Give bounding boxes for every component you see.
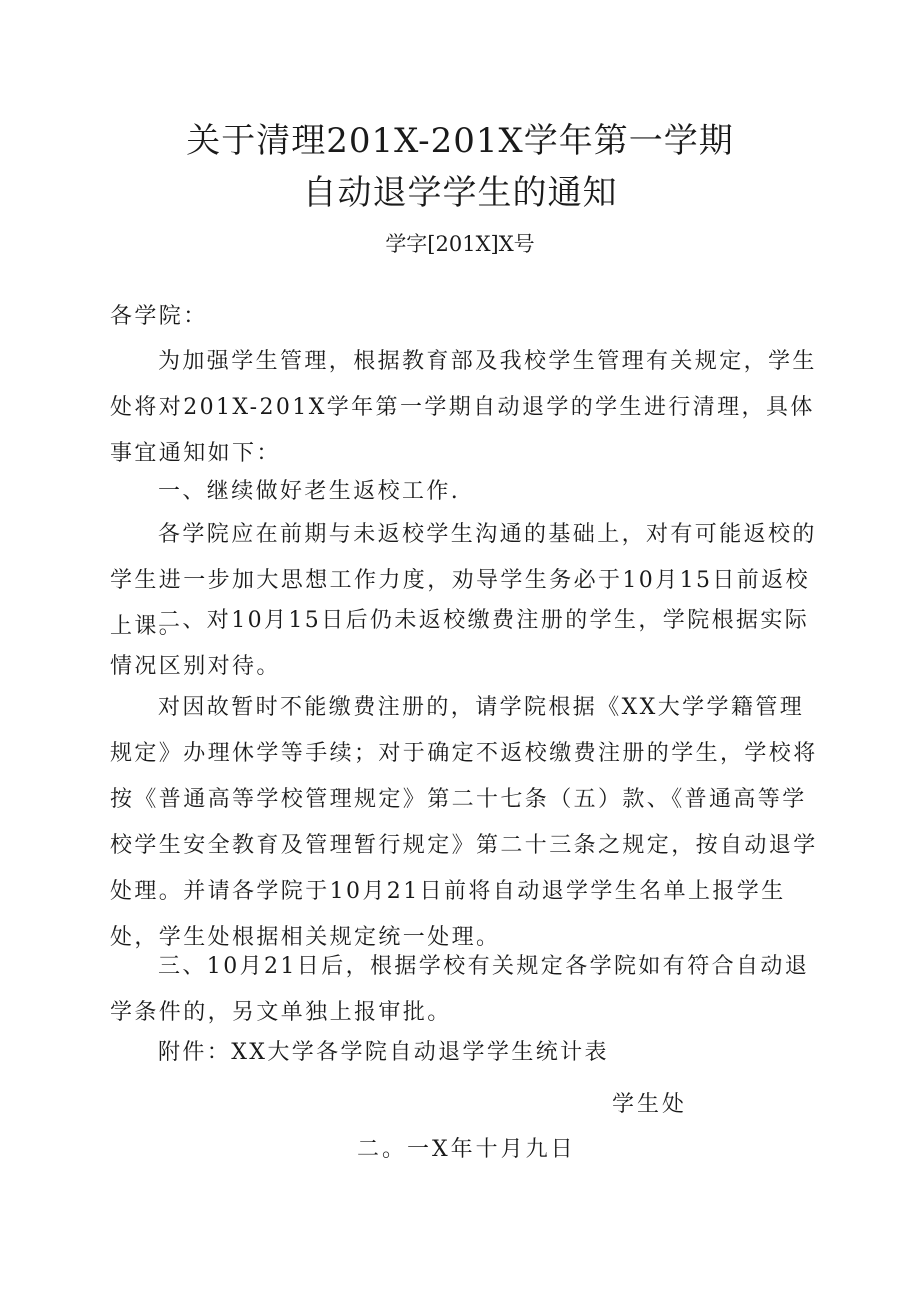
attachment-line: 附件：XX大学各学院自动退学学生统计表: [158, 1040, 609, 1065]
section-1-body: 各学院应在前期与未返校学生沟通的基础上，对有可能返校的学生进一步加大思想工作力度，劝导学生务必于10月15日前返校上课。: [110, 522, 817, 639]
issue-date: 二。一X年十月九日: [357, 1137, 576, 1162]
document-title-line-1: 关于清理201X-201X学年第一学期: [186, 121, 734, 161]
section-1-heading: 一、继续做好老生返校工作.: [158, 479, 461, 504]
document-number: 学字[201X]X号: [385, 232, 535, 256]
intro-paragraph: 为加强学生管理，根据教育部及我校学生管理有关规定，学生处将对201X-201X学年第一学期自动退学的学生进行清理，具体事宜通知如下：: [110, 349, 817, 466]
signature-issuer: 学生处: [612, 1092, 688, 1117]
salutation: 各学院：: [110, 304, 208, 329]
section-3-paragraph: 三、10月21日后，根据学校有关规定各学院如有符合自动退学条件的，另文单独上报审批。: [110, 954, 810, 1025]
document-title-line-2: 自动退学学生的通知: [302, 173, 618, 213]
section-2-heading: 二、对10月15日后仍未返校缴费注册的学生，学院根据实际情况区别对待。: [110, 608, 810, 679]
section-2-body: 对因故暂时不能缴费注册的，请学院根据《XX大学学籍管理规定》办理休学等手续；对于确定不返校缴费注册的学生，学校将按《普通高等学校管理规定》第二十七条（五）款、《普通高等学校学生安全教育及管理暂行规定》第二十三条之规定，按自动退学处理。并请各学院于10月21日前将自动退学学生名单上报学生处，学生处根据相关规定统一处理。: [110, 695, 818, 950]
